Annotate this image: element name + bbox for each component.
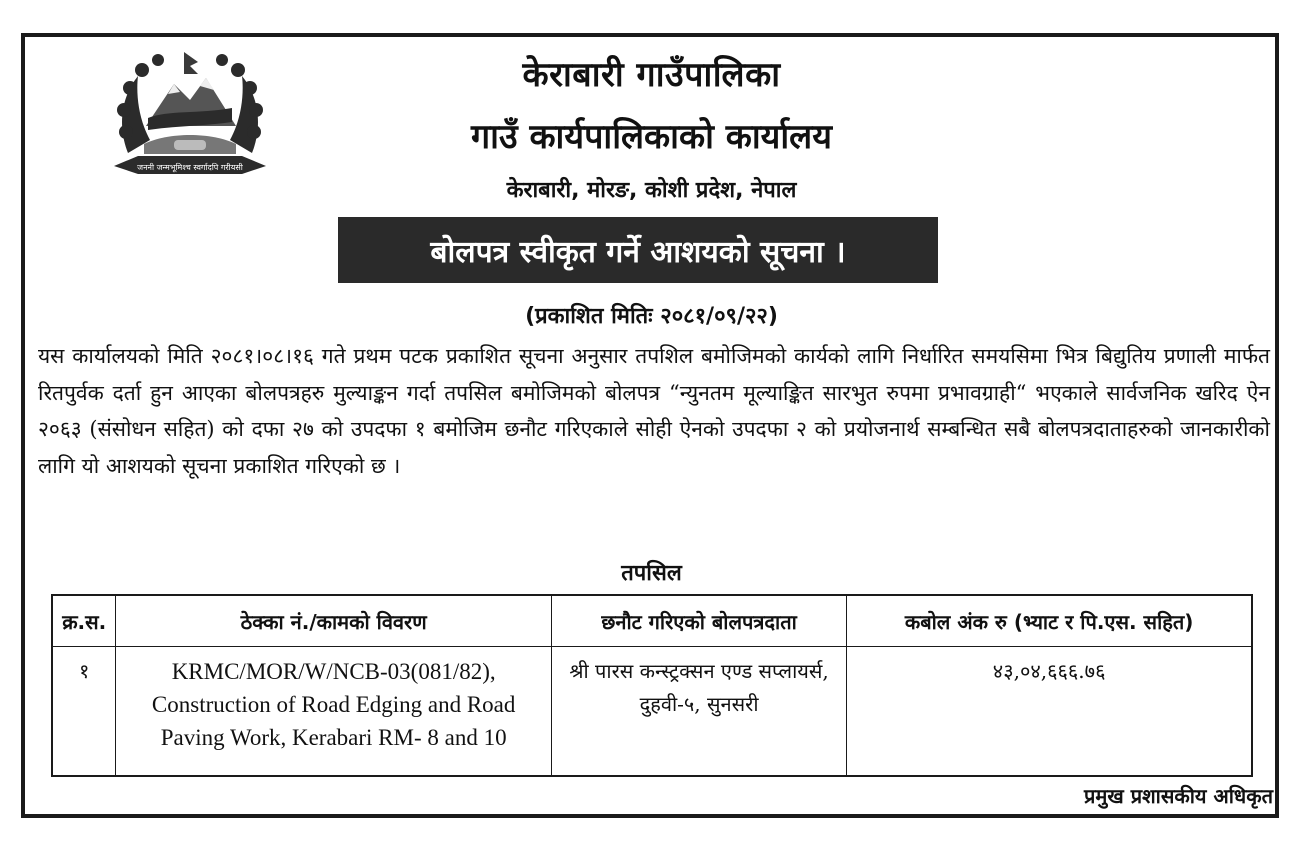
cell-serial: १ (52, 647, 116, 777)
cell-bidder: श्री पारस कन्स्ट्रक्सन एण्ड सप्लायर्स, दुहवी-५, सुनसरी (551, 647, 846, 777)
contract-id: KRMC/MOR/W/NCB-03(081/82), (171, 659, 496, 684)
table-row (52, 647, 1252, 777)
emblem-motto: जननी जन्मभूमिश्च स्वर्गादपि गरीयसी (137, 163, 243, 172)
office-title: गाउँ कार्यपालिकाको कार्यालय (471, 117, 832, 157)
signatory-title: प्रमुख प्रशासकीय अधिकृत (1084, 784, 1273, 808)
header-contract: ठेक्का नं./कामको विवरण (116, 595, 551, 647)
header-amount: कबोल अंक रु (भ्याट र पि.एस. सहित) (847, 595, 1252, 647)
header-bidder: छनौट गरिएको बोलपत्रदाता (551, 595, 846, 647)
notice-body: यस कार्यालयको मिति २०८१।०८।१६ गते प्रथम पटक प्रकाशित सूचना अनुसार तपशिल बमोजिमको कार्यको लागि निर्धारित समयसिमा भित्र बिद्युतिय प्रणाली मार्फत रितपुर्वक दर्ता हुन आएका बोलपत्रहरु मुल्याङ्कन गर्दा तपसिल बमोजिमको बोलपत्र “न्युनतम मूल्याङ्कित सारभुत रुपमा प्रभावग्राही“ भएकाले सार्वजनिक खरिद ऐन २०६३ (संसोधन सहित) को दफा २७ को उपदफा १ बमोजिम छनौट गरिएकाले सोही ऐनको उपदफा २ को प्रयोजनार्थ सम्बन्धित सबै बोलपत्रदाताहरुको जानकारीको लागि यो आशयको सूचना प्रकाशित गरिएको छ । (38, 344, 1270, 478)
bid-table (51, 594, 1253, 777)
office-address: केराबारी, मोरङ, कोशी प्रदेश, नेपाल (506, 178, 797, 203)
notice-heading: बोलपत्र स्वीकृत गर्ने आशयको सूचना । (430, 234, 846, 270)
contract-description: Construction of Road Edging and Road Paving Work, Kerabari RM- 8 and 10 (151, 692, 516, 750)
table-header-row (52, 595, 1252, 647)
municipality-title: केराबारी गाउँपालिका (522, 55, 781, 95)
table-caption: तपसिल (621, 561, 682, 586)
header-serial: क्र.स. (52, 595, 116, 647)
cell-amount: ४३,०४,६६६.७६ (847, 647, 1252, 777)
notice-heading-banner (338, 217, 938, 283)
cell-contract (116, 647, 551, 777)
published-date: (प्रकाशित मितिः २०८१/०९/२२) (525, 304, 778, 329)
